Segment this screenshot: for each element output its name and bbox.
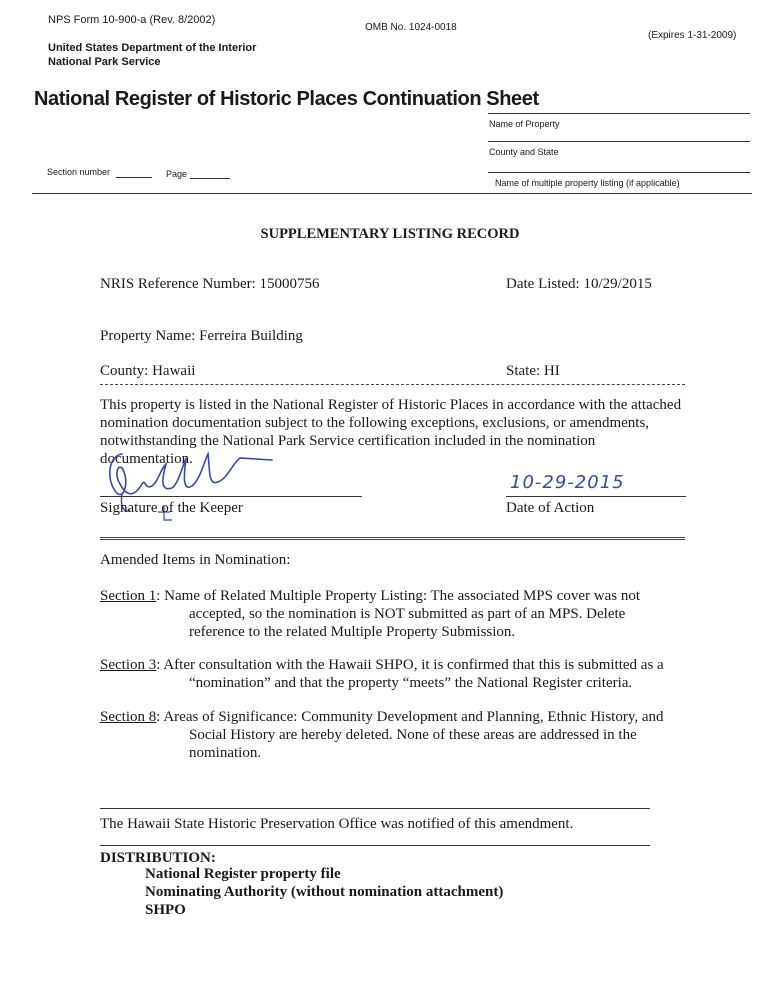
amendment-rest: “nomination” and that the property “meets” the National Register criteria.: [189, 675, 633, 691]
omb-number: OMB No. 1024-0018: [365, 22, 457, 33]
state: [506, 362, 560, 380]
county-value: Hawaii: [152, 363, 196, 379]
amendment-section: Section 3: [100, 657, 157, 673]
service-name: National Park Service: [48, 56, 161, 68]
state-value: HI: [543, 363, 560, 379]
state-label: State:: [506, 363, 541, 379]
page-label: Page: [166, 169, 188, 179]
record-heading: SUPPLEMENTARY LISTING RECORD: [260, 226, 520, 242]
multiple-listing-label: Name of multiple property listing (if applicable): [495, 178, 680, 188]
distribution-heading: DISTRIBUTION:: [100, 850, 216, 866]
signature-line: [100, 496, 362, 497]
amendment-rest: accepted, so the nomination is NOT submitted as part of an MPS. Delete reference to the related Multiple Property Submission.: [189, 606, 626, 640]
date-listed-value: 10/29/2015: [583, 276, 652, 292]
notice-bottom-line: [100, 845, 650, 846]
amendment-line1: : After consultation with the Hawaii SHPO, it is confirmed that this is submitted as a: [156, 657, 664, 673]
amendment-line1: : Name of Related Multiple Property Listing: The associated MPS cover was not: [156, 588, 641, 604]
county-state-line: [488, 141, 750, 142]
county-label: County:: [100, 363, 149, 379]
name-of-property-label: Name of Property: [489, 119, 560, 129]
date-listed-label: Date Listed:: [506, 276, 580, 292]
department-name: United States Department of the Interior: [48, 42, 257, 54]
form-title: National Register of Historic Places Continuation Sheet: [34, 88, 539, 110]
property-name-value: Ferreira Building: [199, 328, 303, 344]
section-number-line: [116, 177, 152, 178]
county: [100, 362, 195, 380]
expiration-date: (Expires 1-31-2009): [648, 30, 737, 41]
amended-items-heading: Amended Items in Nomination:: [100, 552, 291, 568]
amendment-section: Section 8: [100, 709, 157, 725]
name-of-property-line: [488, 113, 750, 114]
section-number-label: Section number: [47, 167, 111, 177]
date-of-action-label: Date of Action: [506, 500, 595, 516]
county-state-label: County and State: [489, 147, 559, 157]
date-of-action-line: [506, 496, 686, 497]
double-divider: [100, 537, 685, 540]
distribution-item: National Register property file: [145, 866, 341, 882]
nris-reference: [100, 275, 320, 293]
date-listed: [506, 275, 652, 293]
amendment-rest: Social History are hereby deleted. None of these areas are addressed in the nomination.: [189, 727, 637, 761]
distribution-item: SHPO: [145, 902, 186, 918]
signature-label: Signature of the Keeper: [100, 500, 243, 516]
property-name: [100, 327, 303, 345]
form-id-line: [48, 14, 215, 26]
page-line: [190, 178, 230, 179]
notice-top-line: [100, 808, 650, 809]
distribution-item: Nominating Authority (without nomination attachment): [145, 884, 504, 900]
header-divider: [32, 193, 752, 194]
form-id: NPS Form 10-900-a: [48, 14, 147, 26]
multiple-listing-line: [488, 172, 750, 173]
dashed-divider: [100, 384, 685, 385]
handwritten-date: 10-29-2015: [510, 472, 625, 493]
amendment-line1: : Areas of Significance: Community Development and Planning, Ethnic History, and: [156, 709, 664, 725]
amendment-section: Section 1: [100, 588, 157, 604]
property-name-label: Property Name:: [100, 328, 196, 344]
form-revision: (Rev. 8/2002): [149, 14, 216, 26]
shpo-notice: The Hawaii State Historic Preservation Office was notified of this amendment.: [100, 816, 574, 832]
nris-label: NRIS Reference Number:: [100, 276, 256, 292]
nris-value: 15000756: [259, 276, 320, 292]
listing-statement: This property is listed in the National Register of Historic Places in accordance with the attached nomination documentation subject to the following exceptions, exclusions, or amendments, notwithstanding the National Park Service certification included in the nomination documentation.: [100, 397, 682, 467]
